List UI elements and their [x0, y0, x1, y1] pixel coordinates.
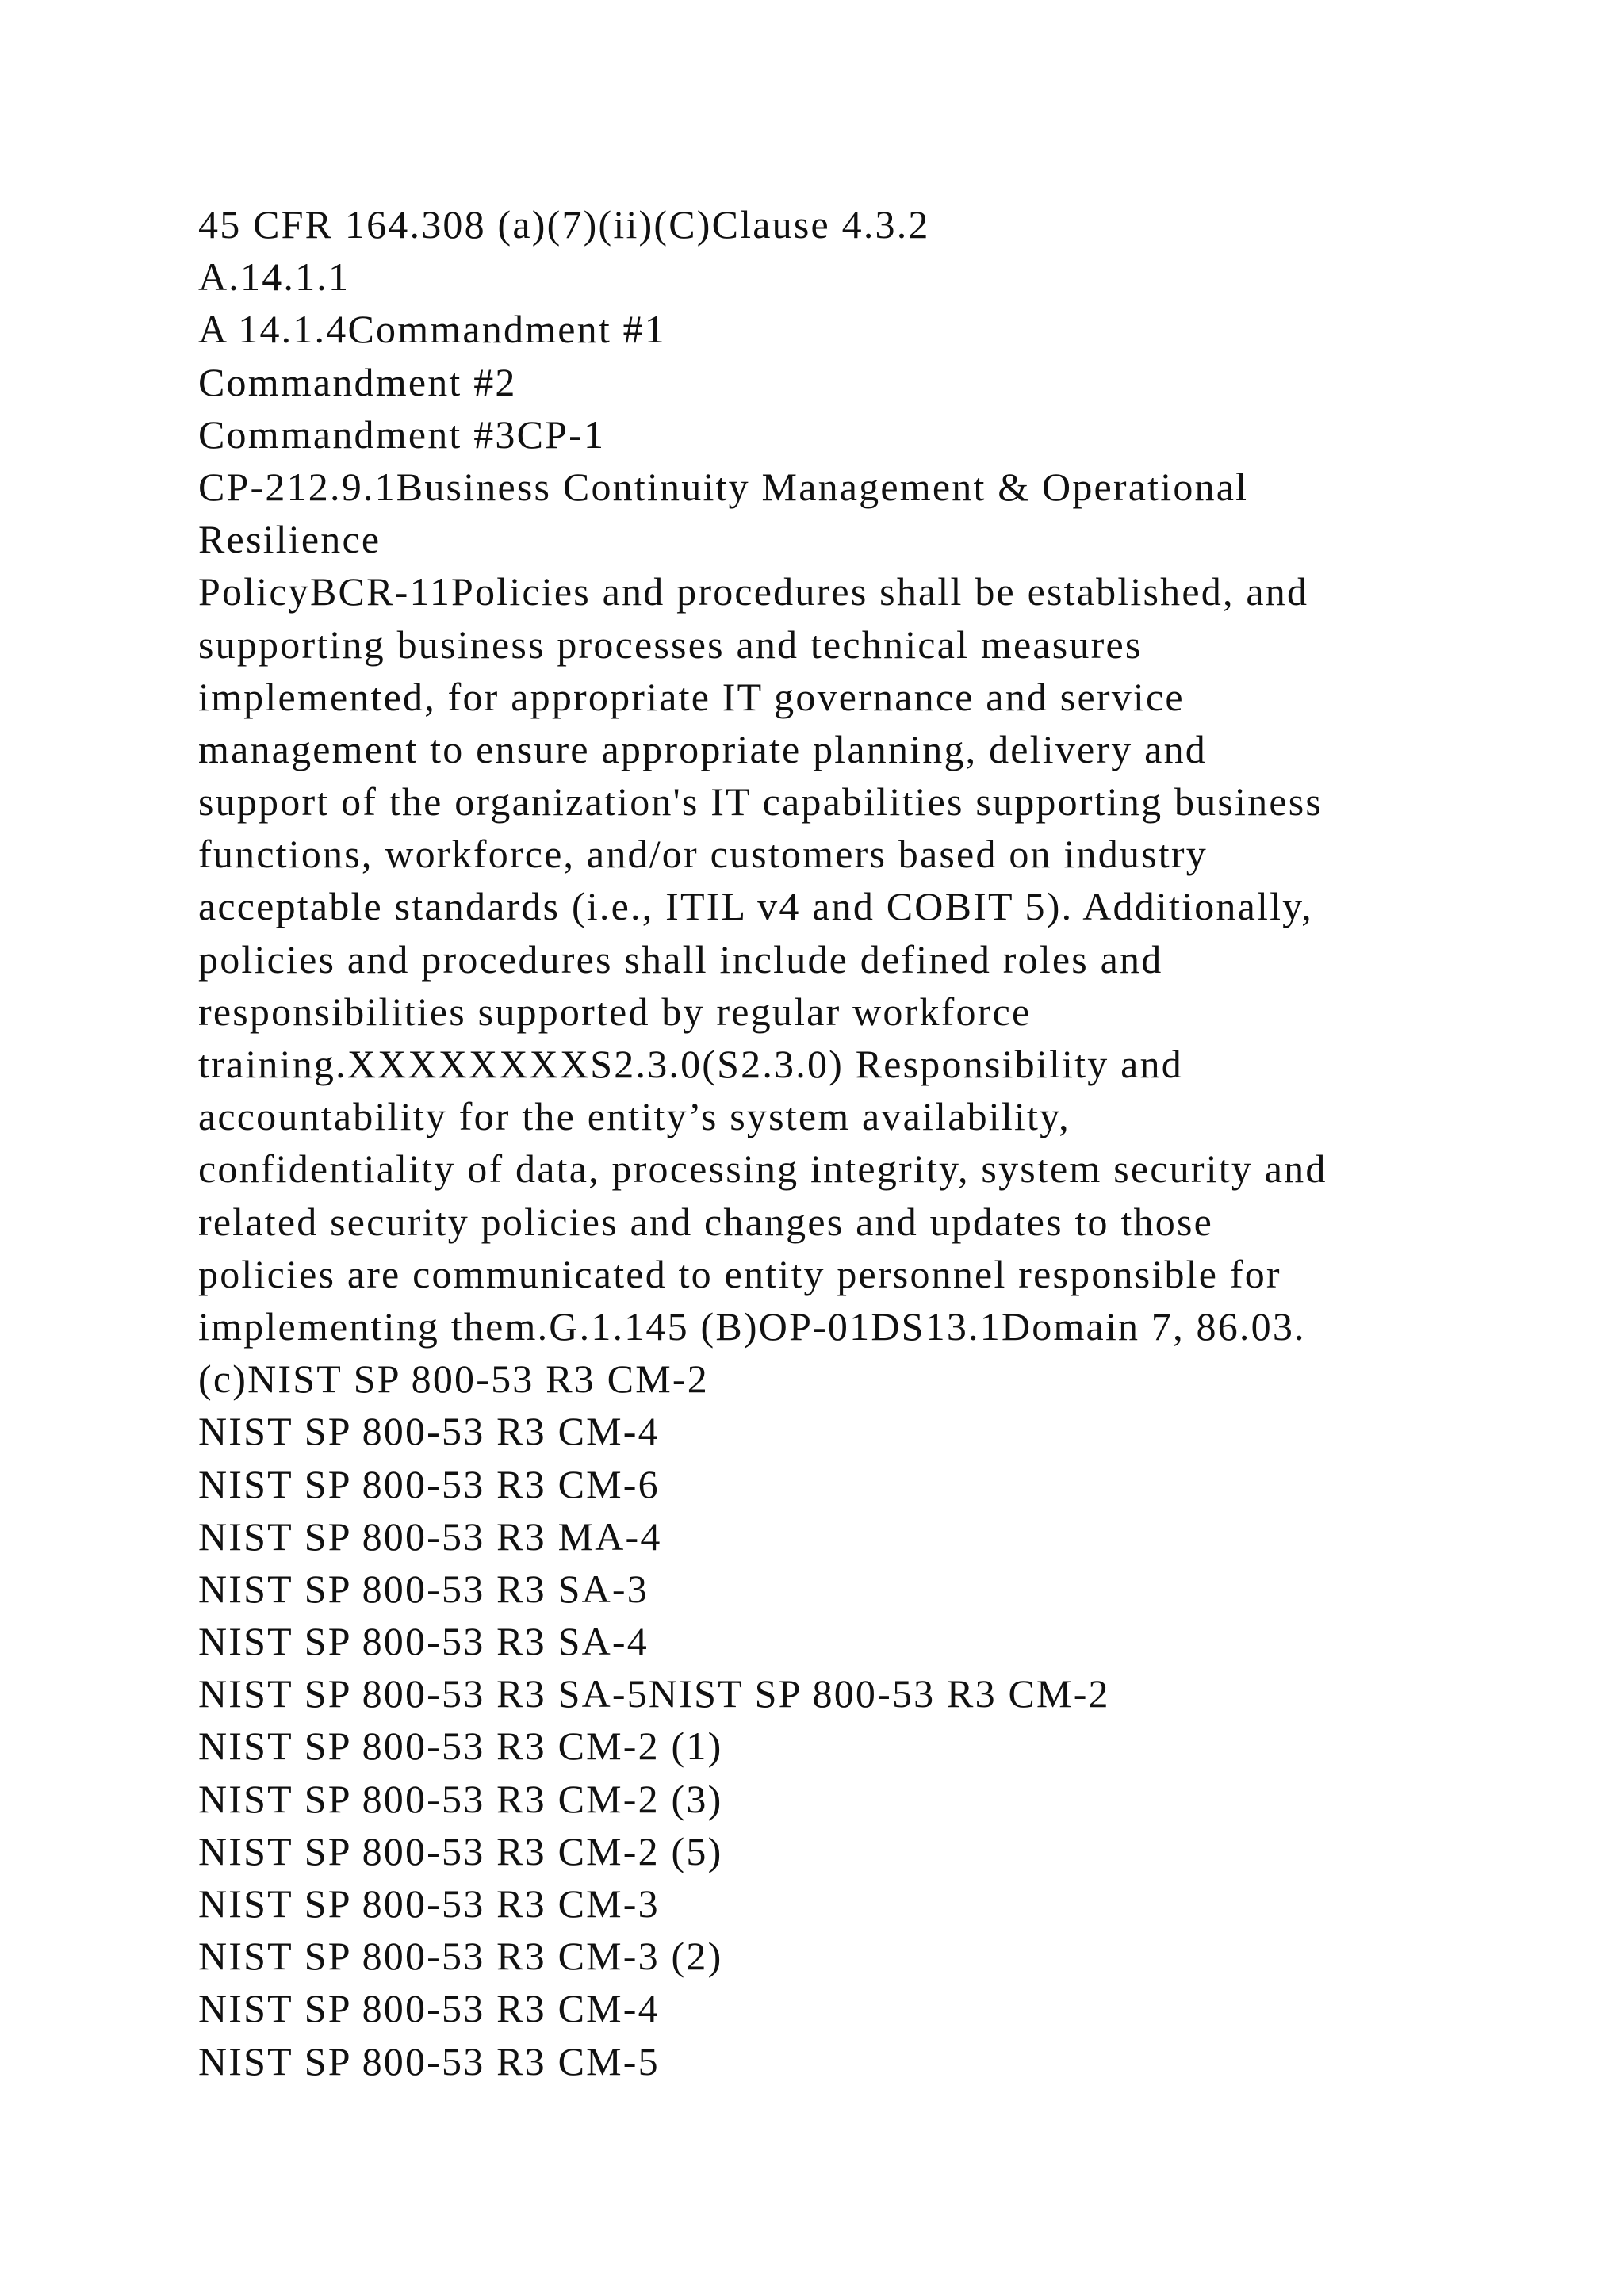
text-line: management to ensure appropriate planning, delivery and: [198, 726, 1207, 771]
text-line: implemented, for appropriate IT governance and service: [198, 674, 1185, 719]
text-line: policies are communicated to entity personnel responsible for: [198, 1251, 1281, 1296]
text-line: NIST SP 800-53 R3 CM-2 (5): [198, 1828, 723, 1873]
text-line: acceptable standards (i.e., ITIL v4 and COBIT 5). Additionally,: [198, 884, 1313, 929]
text-line: 45 CFR 164.308 (a)(7)(ii)(C)Clause 4.3.2: [198, 202, 930, 247]
text-line: NIST SP 800-53 R3 SA-5NIST SP 800-53 R3 CM-2: [198, 1671, 1110, 1716]
text-line: policies and procedures shall include defined roles and: [198, 936, 1163, 982]
text-line: (c)NIST SP 800-53 R3 CM-2: [198, 1357, 709, 1402]
text-line: responsibilities supported by regular workforce: [198, 989, 1032, 1034]
text-line: implementing them.G.1.145 (B)OP-01DS13.1Domain 7, 86.03.: [198, 1303, 1306, 1349]
text-line: confidentiality of data, processing integrity, system security and: [198, 1146, 1327, 1192]
text-line: NIST SP 800-53 R3 SA-4: [198, 1619, 649, 1664]
text-line: A.14.1.1: [198, 254, 350, 300]
text-line: NIST SP 800-53 R3 CM-3 (2): [198, 1934, 723, 1979]
text-line: NIST SP 800-53 R3 SA-3: [198, 1566, 649, 1611]
text-line: NIST SP 800-53 R3 CM-2 (3): [198, 1776, 723, 1821]
text-line: Commandment #2: [198, 359, 517, 404]
text-line: training.XXXXXXXXS2.3.0(S2.3.0) Responsibility and: [198, 1042, 1183, 1086]
text-line: related security policies and changes and updates to those: [198, 1199, 1213, 1244]
text-line: supporting business processes and technical measures: [198, 622, 1143, 667]
text-line: NIST SP 800-53 R3 CM-3: [198, 1881, 660, 1926]
text-line: support of the organization's IT capabilities supporting business: [198, 779, 1323, 825]
text-line: functions, workforce, and/or customers based on industry: [198, 832, 1208, 877]
text-line: PolicyBCR-11Policies and procedures shall be established, and: [198, 569, 1309, 614]
text-line: A 14.1.4Commandment #1: [198, 307, 667, 352]
text-line: NIST SP 800-53 R3 MA-4: [198, 1513, 662, 1559]
text-line: accountability for the entity’s system availability,: [198, 1094, 1071, 1139]
text-line: NIST SP 800-53 R3 CM-2 (1): [198, 1724, 723, 1769]
text-line: NIST SP 800-53 R3 CM-4: [198, 1409, 660, 1454]
text-line: Resilience: [198, 517, 381, 562]
text-line: NIST SP 800-53 R3 CM-6: [198, 1461, 660, 1506]
text-line: NIST SP 800-53 R3 CM-5: [198, 2038, 660, 2084]
text-line: NIST SP 800-53 R3 CM-4: [198, 1986, 660, 2031]
document-body: [198, 198, 1467, 2087]
text-line: CP-212.9.1Business Continuity Management & Operational: [198, 464, 1249, 509]
text-line: Commandment #3CP-1: [198, 411, 606, 457]
